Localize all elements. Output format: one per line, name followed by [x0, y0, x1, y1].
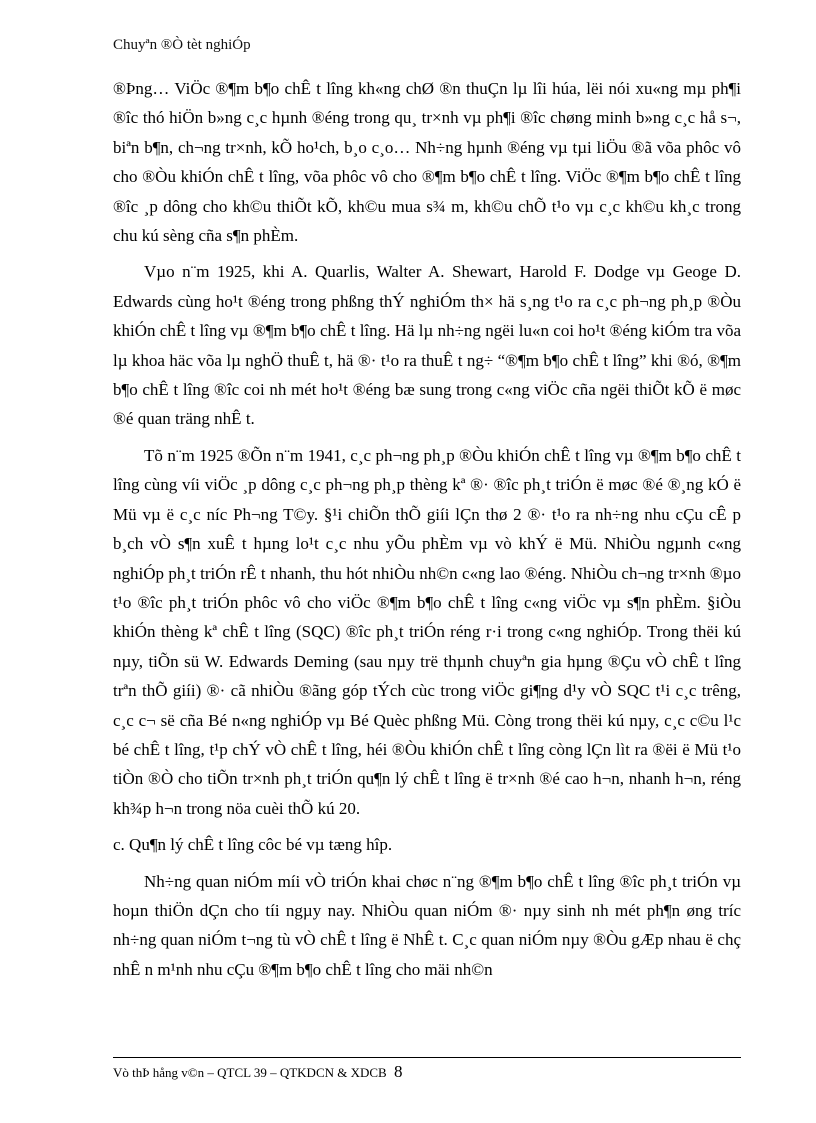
section-heading: c. Qu¶n lý chÊ t lîng côc bé vµ tæng hîp.	[113, 835, 393, 855]
page-number: 8	[393, 1062, 403, 1081]
paragraph-4: Nh÷ng quan niÓm míi vÒ triÓn khai chøc n¨ng ®¶m b¶o chÊ t lîng ®îc ph¸t triÓn vµ hoµn thiÖn dÇn cho tíi ngµy nay. NhiÒu quan niÓm ®· nµy sinh nh mét ph¶n øng tríc nh÷ng quan niÓm t¬ng tù vÒ chÊ t lîng ë NhÊ t. C¸c quan niÓm nµy ®Òu gÆp nhau ë chç nhÊ n m¹nh nhu cÇu ®¶m b¶o chÊ t lîng cho mäi nh©n	[113, 871, 741, 979]
page-footer	[113, 1062, 741, 1082]
footer-text: Vò thÞ hång v©n – QTCL 39 – QTKDCN & XDCB	[113, 1065, 387, 1080]
footer-divider	[113, 1057, 741, 1058]
paragraph-2: Vµo n¨m 1925, khi A. Quarlis, Walter A. Shewart, Harold F. Dodge vµ Geoge D. Edwards cùng ho¹t ®éng trong phßng thÝ nghiÓm th× hä s¸ng t¹o ra c¸c ph¬ng ph¸p ®Òu khiÓn chÊ t lîng vµ ®¶m b¶o chÊ t lîng. Hä lµ nh÷ng ngëi lu«n coi ho¹t ®éng kiÓm tra võa lµ khoa häc võa lµ nghÖ thuÊ t, hä ®· t¹o ra thuÊ t ng÷ “®¶m b¶o chÊ t lîng” khi ®ó, ®¶m b¶o chÊ t lîng ®îc coi nh mét ho¹t ®éng bæ sung trong c«ng viÖc cña ngëi thiÕt kÕ ë møc ®é quan träng nhÊ t.	[113, 262, 741, 429]
paragraph-1: ®Þng… ViÖc ®¶m b¶o chÊ t lîng kh«ng chØ ®n thuÇn lµ lîi húa, lëi nói xu«ng mµ ph¶i ®îc thó hiÖn b»ng c¸c hµnh ®éng trong qu¸ tr×nh vµ ph¶i ®îc chøng minh b»ng c¸c hå s¬, biªn b¶n, ch¬ng tr×nh, kÕ ho¹ch, b¸o c¸o… Nh÷ng hµnh ®éng vµ tµi liÖu ®ã võa phôc vô cho ®Òu khiÓn chÊ t lîng, võa phôc vô cho ®¶m b¶o chÊ t lîng. ViÖc ®¶m b¶o chÊ t lîng ®îc ¸p dông cho kh©u thiÕt kÕ, kh©u mua s¾ m, kh©u chÕ t¹o vµ c¸c kh©u kh¸c trong chu kú sèng cña s¶n phÈm.	[113, 79, 741, 246]
paragraph-3: Tõ n¨m 1925 ®Õn n¨m 1941, c¸c ph¬ng ph¸p ®Òu khiÓn chÊ t lîng vµ ®¶m b¶o chÊ t lîng cùng víi viÖc ¸p dông c¸c ph¬ng ph¸p thèng kª ®· ®îc ph¸t triÓn ë møc ®é ®¸ng kÓ ë Mü vµ ë c¸c níc Ph¬ng T©y. §¹i chiÕn thÕ giíi lÇn thø 2 ®· t¹o ra nh÷ng nhu cÇu cÊ p b¸ch vÒ s¶n xuÊ t hµng lo¹t c¸c nhu yÕu phÈm vµ vò khÝ ë Mü. NhiÒu ngµnh c«ng nghiÓp ph¸t triÓn rÊ t nhanh, thu hót nhiÒu nh©n c«ng lao ®éng. NhiÒu ch¬ng tr×nh ®µo t¹o ®îc ph¸t triÓn phôc vô cho viÖc ®¶m b¶o chÊ t lîng c«ng viÖc vµ s¶n phÈm. §iÒu khiÓn thèng kª chÊ t lîng (SQC) ®îc ph¸t triÓn réng r·i trong c«ng nghiÓp. Trong thëi kú nµy, tiÕn sü W. Edwards Deming (sau nµy trë thµnh chuyªn gia hµng ®Çu vÒ chÊ t lîng trªn thÕ giíi) ®· cã nhiÒu ®ãng góp tÝch cùc trong viÖc gi¶ng d¹y vÒ SQC t¹i c¸c trêng, c¸c c¬ së cña Bé n«ng nghiÓp vµ Bé Quèc phßng Mü. Còng trong thëi kú nµy, c¸c c©u l¹c bé chÊ t lîng, t¹p chÝ vÒ chÊ t lîng, héi ®Òu khiÓn chÊ t lîng còng lÇn lìt ra ®ëi ë Mü t¹o tiÒn ®Ò cho tiÕn tr×nh ph¸t triÓn qu¶n lý chÊ t lîng ë tr×nh ®é cao h¬n, nhanh h¬n, réng kh¾p h¬n trong nöa cuèi thÕ kú 20.	[113, 445, 741, 818]
running-header: Chuyªn ®Ò tèt nghiÓp	[113, 37, 251, 53]
body-text	[113, 74, 741, 991]
